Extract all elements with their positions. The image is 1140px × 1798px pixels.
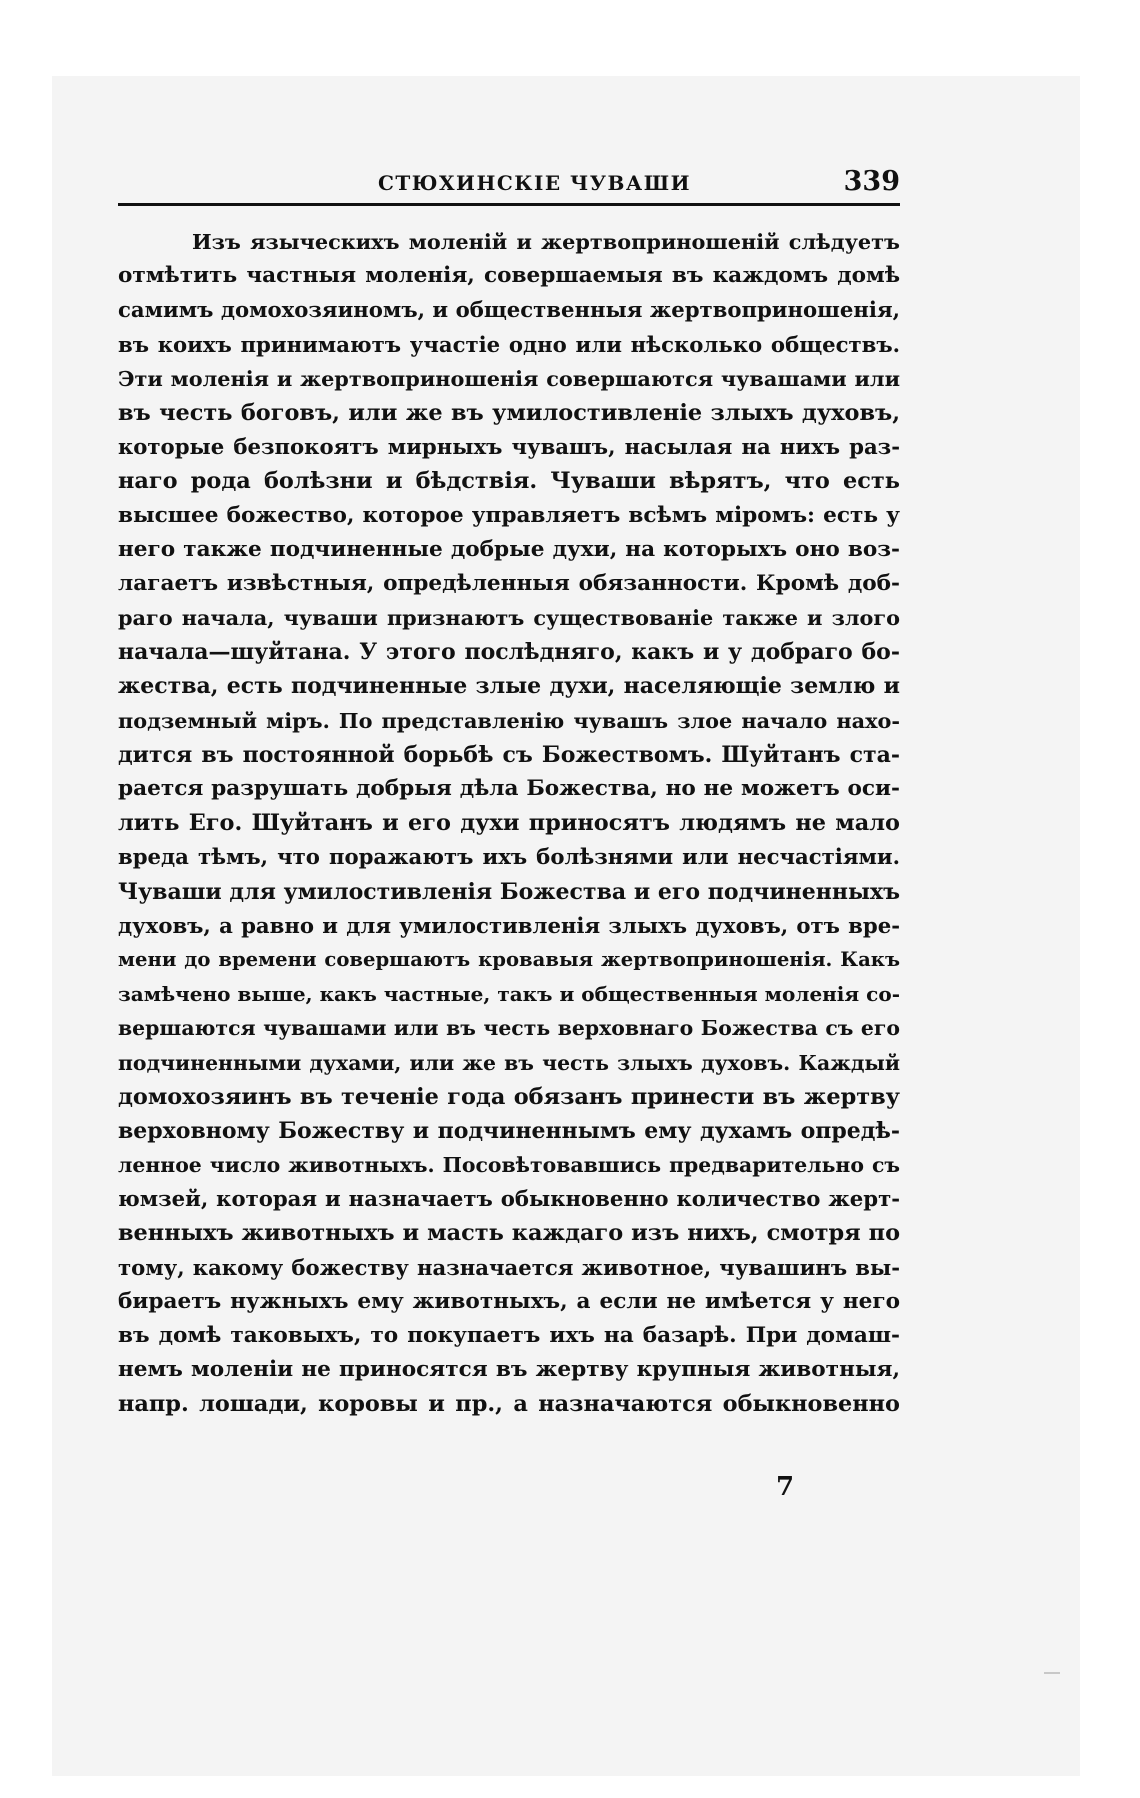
scan-mark — [1044, 1672, 1060, 1674]
text-line: юмзей, которая и назначаетъ обыкновенно количество жерт- — [118, 1186, 900, 1212]
text-line: раго начала, чуваши признаютъ существованіе также и злого — [118, 605, 900, 631]
running-title: СТЮХИНСКІЕ ЧУВАШИ — [378, 171, 691, 195]
text-line: Изъ языческихъ моленій и жертвоприношеній слѣдуетъ — [192, 229, 900, 254]
text-line: жества, есть подчиненные злые духи, населяющіе землю и — [118, 673, 900, 700]
text-line: тому, какому божеству назначается животное, чувашинъ вы- — [118, 1254, 900, 1280]
header-rule — [118, 203, 900, 206]
text-line: него также подчиненные добрые духи, на которыхъ оно воз- — [118, 536, 900, 562]
text-line: венныхъ животныхъ и масть каждаго изъ нихъ, смотря по — [118, 1220, 900, 1247]
text-line: мени до времени совершаютъ кровавыя жертвоприношенія. Какъ — [118, 947, 900, 971]
text-line: въ честь боговъ, или же въ умилостивленіе злыхъ духовъ, — [118, 399, 900, 426]
text-line: вершаются чувашами или въ честь верховнаго Божества съ его — [118, 1016, 900, 1041]
text-line: Эти моленія и жертвоприношенія совершаются чувашами или — [118, 365, 900, 391]
text-line: напр. лошади, коровы и пр., а назначаются обыкновенно — [118, 1391, 900, 1418]
text-line: домохозяинъ въ теченіе года обязанъ принести въ жертву — [118, 1083, 900, 1110]
text-line: рается разрушать добрыя дѣла Божества, но не можетъ оси- — [118, 776, 900, 801]
text-line: лагаетъ извѣстныя, опредѣленныя обязанности. Кромѣ доб- — [118, 570, 900, 596]
text-line: бираетъ нужныхъ ему животныхъ, а если не имѣется у него — [118, 1288, 900, 1314]
text-line: высшее божество, которое управляетъ всѣмъ міромъ: есть у — [118, 502, 900, 528]
running-header — [118, 168, 900, 202]
body-text — [118, 225, 900, 1422]
text-line: въ коихъ принимаютъ участіе одно или нѣсколько обществъ. — [118, 331, 900, 357]
text-line: лить Его. Шуйтанъ и его духи приносятъ людямъ не мало — [118, 810, 900, 837]
text-line: духовъ, а равно и для умилостивленія злыхъ духовъ, отъ вре- — [118, 912, 900, 938]
text-line: Чуваши для умилостивленія Божества и его подчиненныхъ — [118, 878, 900, 905]
signature-mark: 7 — [776, 1472, 795, 1502]
text-line: начала—шуйтана. У этого послѣдняго, какъ и у добраго бо- — [118, 639, 900, 666]
page-number: 339 — [843, 166, 900, 197]
text-line: замѣчено выше, какъ частные, такъ и общественныя моленія со- — [118, 982, 900, 1007]
text-line: подчиненными духами, или же въ честь злыхъ духовъ. Каждый — [118, 1050, 900, 1075]
text-line: отмѣтить частныя моленія, совершаемыя въ каждомъ домѣ — [118, 263, 900, 289]
text-line: которые безпокоятъ мирныхъ чувашъ, насылая на нихъ раз- — [118, 434, 900, 460]
text-line: наго рода болѣзни и бѣдствія. Чуваши вѣрятъ, что есть — [118, 468, 900, 495]
text-line: въ домѣ таковыхъ, то покупаетъ ихъ на базарѣ. При домаш- — [118, 1323, 900, 1348]
text-line: самимъ домохозяиномъ, и общественныя жертвоприношенія, — [118, 297, 900, 323]
text-line: немъ моленіи не приносятся въ жертву крупныя животныя, — [118, 1357, 900, 1383]
text-line: ленное число животныхъ. Посовѣтовавшись предварительно съ — [118, 1153, 900, 1178]
text-line: дится въ постоянной борьбѣ съ Божествомъ. Шуйтанъ ста- — [118, 741, 900, 768]
text-line: вреда тѣмъ, что поражаютъ ихъ болѣзнями или несчастіями. — [118, 844, 900, 870]
text-line: подземный міръ. По представленію чувашъ злое начало нахо- — [118, 707, 900, 733]
text-line: верховному Божеству и подчиненнымъ ему духамъ опредѣ- — [118, 1117, 900, 1144]
